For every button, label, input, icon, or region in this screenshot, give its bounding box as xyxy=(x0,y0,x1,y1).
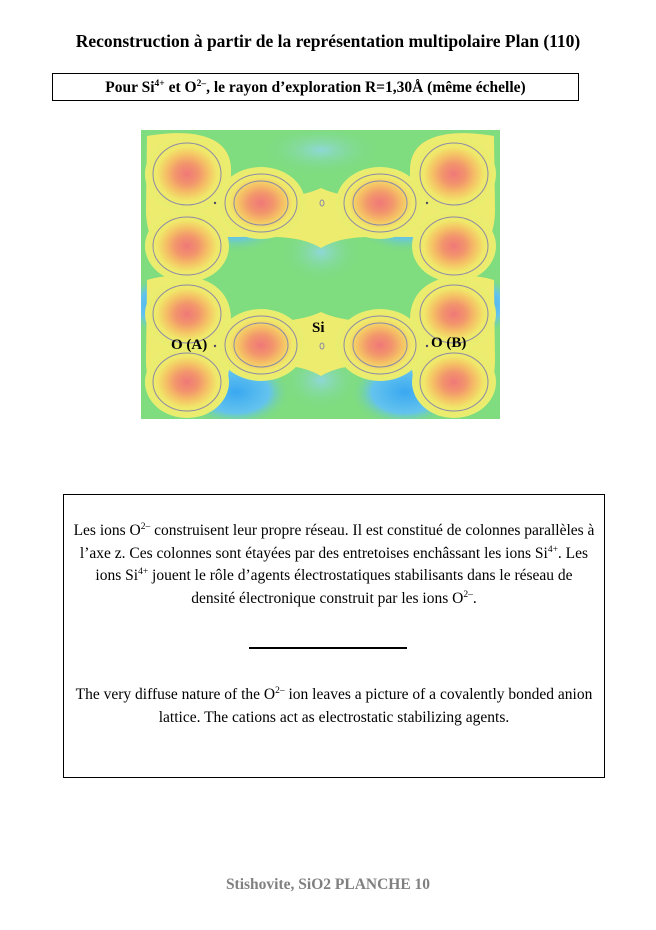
subtitle-box xyxy=(52,73,579,101)
density-map xyxy=(141,130,500,419)
en-text-2: ion leaves a picture of a covalently bonded anion lattice. The cations act as electrostatic stabilizing agents. xyxy=(158,686,593,726)
oxygen-a-label: O (A) xyxy=(171,337,208,353)
fr-text-5: . xyxy=(472,589,477,607)
fr-text-2: construisent leur propre réseau. Il est constitué de colonnes parallèles à l’axe z. Ces colonnes sont étayées par des entretoises enchâssant les ions Si xyxy=(79,522,595,562)
page-title: Reconstruction à partir de la représentation multipolaire Plan (110) xyxy=(75,31,581,51)
fr-text-4: jouent le rôle d’agents électrostatiques stabilisants dans le réseau de densité électronique construit par les ions O xyxy=(148,567,573,607)
en-charge-1: 2– xyxy=(275,686,285,696)
density-map-figure xyxy=(141,130,500,419)
en-text-1: The very diffuse nature of the O xyxy=(75,686,276,703)
o-charge: 2– xyxy=(196,79,207,89)
fr-charge-3: 4+ xyxy=(138,567,149,577)
page-footer: Stishovite, SiO2 PLANCHE 10 xyxy=(225,876,431,893)
description-french xyxy=(72,521,596,611)
subtitle-middle: et O xyxy=(164,79,197,96)
description-english xyxy=(72,685,596,728)
si-label: Si xyxy=(312,320,325,336)
oxygen-b-label: O (B) xyxy=(431,335,467,351)
fr-text-1: Les ions O xyxy=(73,522,141,539)
divider-line xyxy=(249,647,407,649)
fr-charge-1: 2– xyxy=(140,522,151,532)
subtitle-suffix: , le rayon d’exploration R=1,30Å (même échelle) xyxy=(206,79,526,96)
fr-charge-2: 4+ xyxy=(547,544,558,555)
fr-charge-4: 2– xyxy=(463,589,473,600)
subtitle-prefix: Pour Si xyxy=(105,79,155,96)
fr-text-3: . Les ions Si xyxy=(95,544,589,584)
si-charge: 4+ xyxy=(154,79,165,89)
description-box xyxy=(63,494,605,778)
